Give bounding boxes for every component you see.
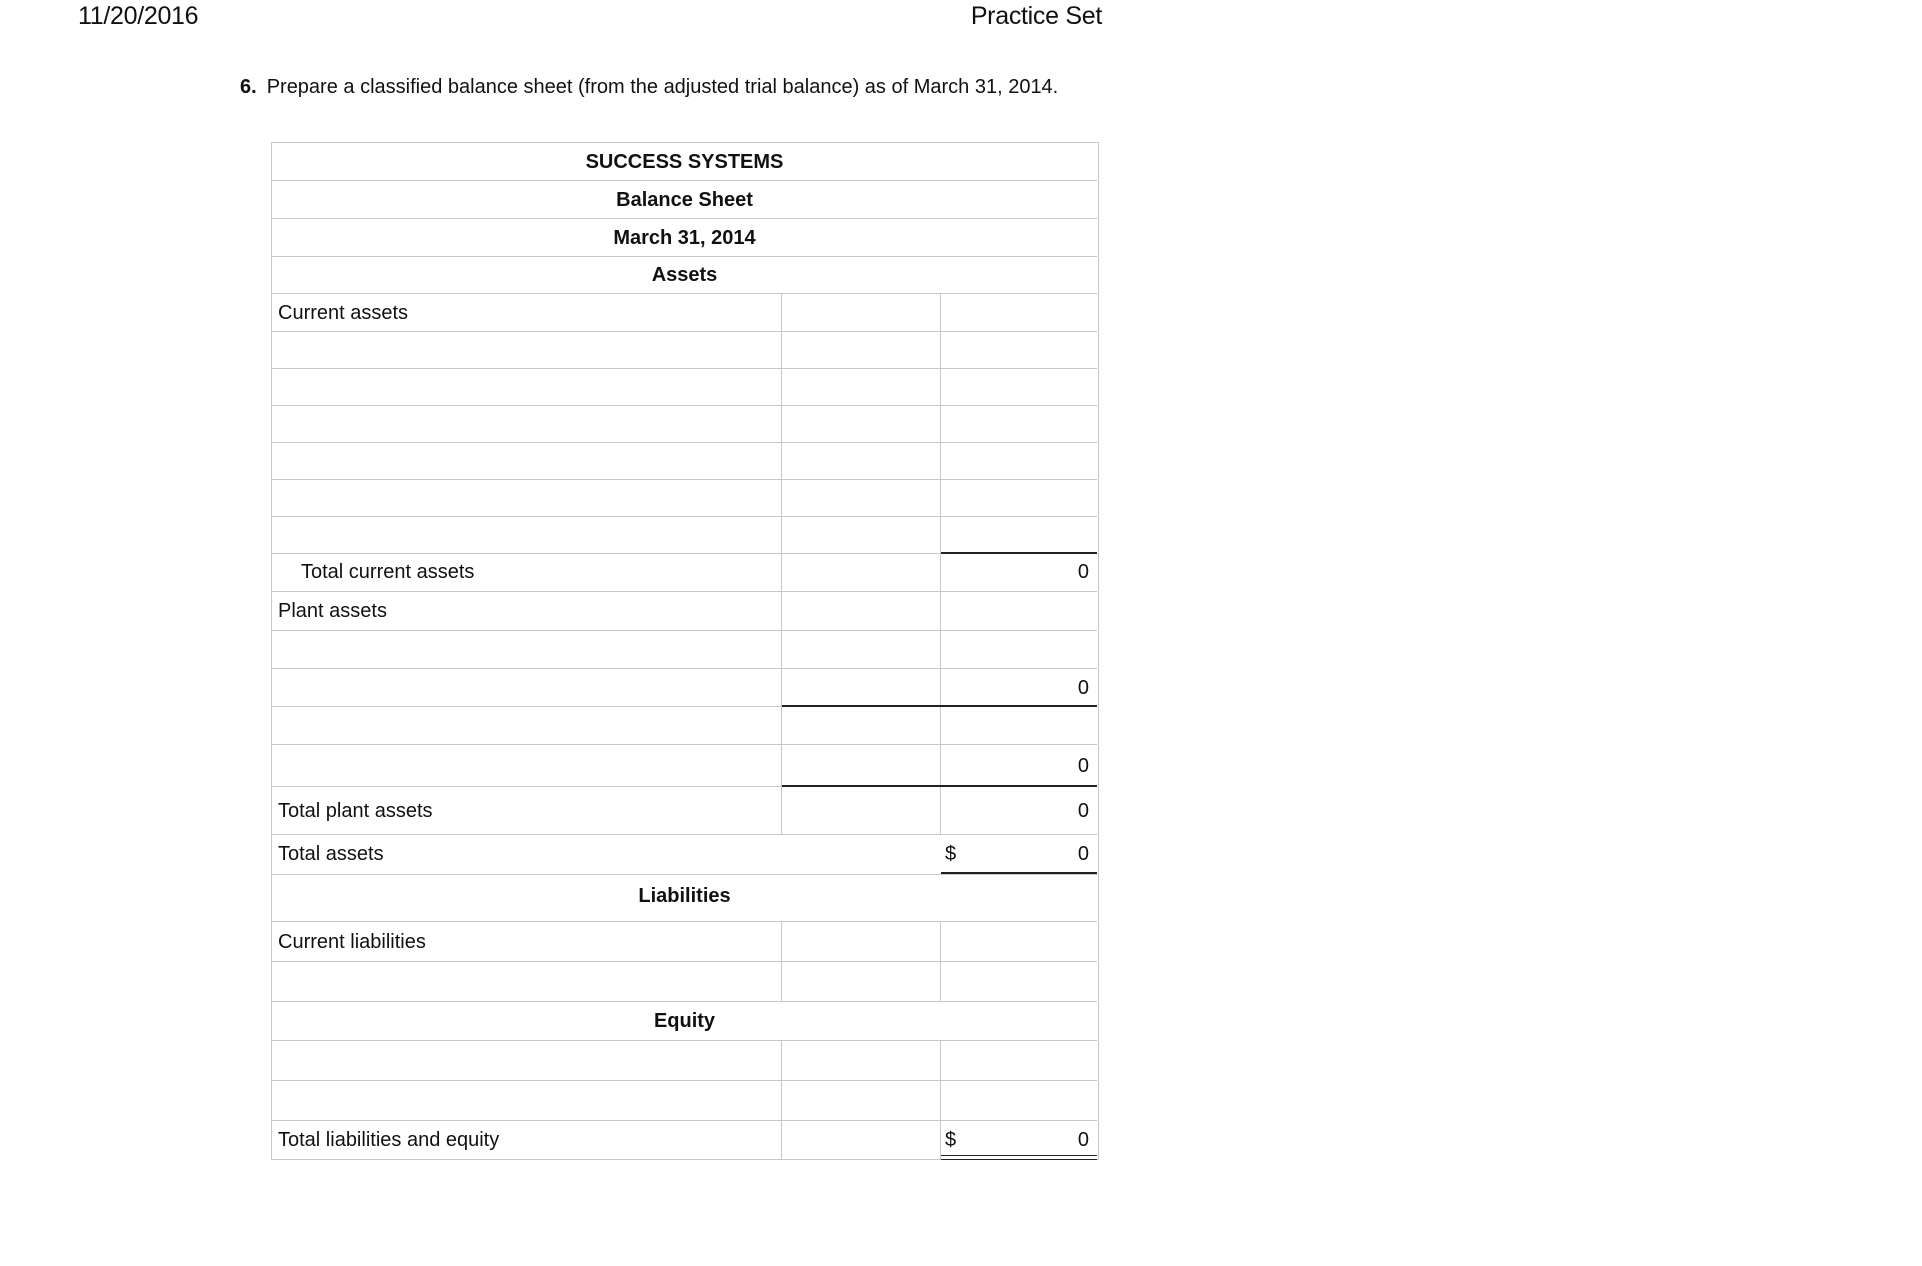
row-divider	[272, 921, 1097, 922]
row-divider	[272, 516, 1097, 517]
label-total-current-assets: Total current assets	[301, 561, 475, 583]
amount-total-plant-assets: 0	[1077, 800, 1089, 822]
statement-title: Balance Sheet	[616, 189, 753, 211]
amount-total-liabilities-and-equity: 0	[1077, 1129, 1089, 1151]
row-divider	[272, 1001, 1097, 1002]
question-prompt	[240, 76, 1058, 99]
row-divider	[272, 744, 1097, 745]
row-divider	[272, 1120, 1097, 1121]
total-rule	[782, 705, 1097, 707]
currency-symbol: $	[945, 1129, 957, 1151]
row-divider	[272, 591, 1097, 592]
row-divider	[272, 368, 1097, 369]
row-divider	[272, 256, 1097, 257]
amount-total-assets: 0	[1077, 843, 1089, 865]
column-divider	[781, 293, 782, 834]
row-divider	[272, 293, 1097, 294]
row-divider	[272, 1080, 1097, 1081]
statement-date: March 31, 2014	[613, 227, 756, 249]
row-divider	[272, 180, 1097, 181]
question-text: Prepare a classified balance sheet (from the adjusted trial balance) as of March 31, 2014.	[266, 76, 1059, 98]
row-divider	[272, 218, 1097, 219]
question-number: 6.	[240, 76, 257, 98]
total-rule	[941, 552, 1097, 554]
page-title: Practice Set	[970, 2, 1102, 30]
currency-symbol: $	[945, 843, 957, 865]
label-total-liabilities-and-equity: Total liabilities and equity	[278, 1129, 500, 1151]
row-divider	[272, 874, 1097, 875]
label-current-assets: Current assets	[278, 302, 409, 324]
row-divider	[272, 961, 1097, 962]
page-date: 11/20/2016	[78, 2, 199, 30]
row-divider	[272, 1040, 1097, 1041]
section-equity: Equity	[653, 1010, 716, 1032]
column-divider	[940, 293, 941, 834]
row-divider	[272, 442, 1097, 443]
column-divider	[781, 921, 782, 1001]
company-name: SUCCESS SYSTEMS	[585, 151, 784, 173]
label-total-assets: Total assets	[278, 843, 384, 865]
row-divider	[272, 479, 1097, 480]
section-assets: Assets	[651, 264, 718, 286]
label-current-liabilities: Current liabilities	[278, 931, 426, 953]
total-rule	[941, 785, 1097, 787]
row-divider	[272, 834, 1097, 835]
amount-plant-asset-2-net: 0	[1077, 755, 1089, 777]
amount-plant-asset-1-net: 0	[1077, 677, 1089, 699]
balance-sheet-table	[271, 142, 1099, 1160]
section-liabilities: Liabilities	[638, 885, 731, 907]
row-divider	[272, 630, 1097, 631]
column-divider	[781, 1040, 782, 1160]
total-rule	[941, 872, 1097, 874]
row-divider	[272, 668, 1097, 669]
column-divider	[940, 1040, 941, 1160]
total-rule	[782, 785, 941, 787]
label-plant-assets: Plant assets	[278, 600, 387, 622]
amount-total-current-assets: 0	[1077, 561, 1089, 583]
double-total-rule	[941, 1155, 1097, 1160]
row-divider	[272, 405, 1097, 406]
column-divider	[940, 921, 941, 1001]
label-total-plant-assets: Total plant assets	[278, 800, 433, 822]
row-divider	[272, 331, 1097, 332]
